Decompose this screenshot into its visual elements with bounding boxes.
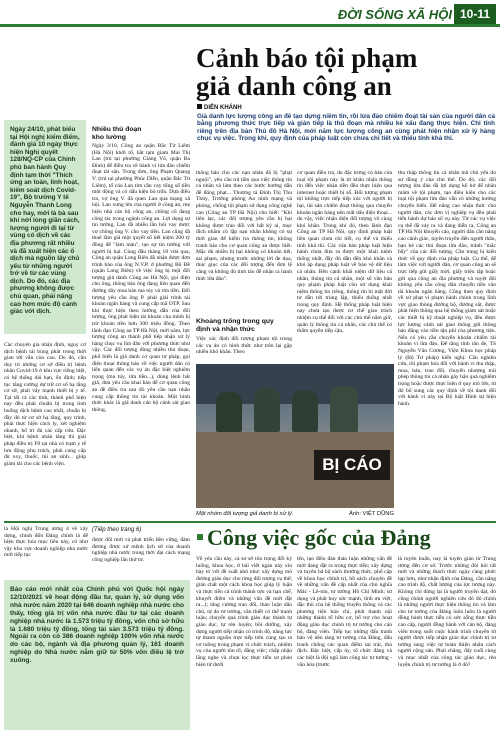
photo-credit: Ảnh: VIỆT DŨNG <box>349 511 394 517</box>
article2-col-3: Về yêu cầu này, cả sơ sở tôn trọng đối kỳ luống, khoa học, ở bài viết ngàn này xin bày tỏ với đề xuất nhỏ như: xây dựng mô đường giáo dục cho từng đối tượng cụ thể; giản chất một cách khoa học giúp lý luận và thực tiễn cả trình thành tựu và hạn chế, khuyết điểm và những vấn đề mới đặt ra...); tăng cường trao đổi, thảo luận dân chủ, tự do tư tưởng, cân thiết có thể tranh luận; chuyển quá trình giáo dục thành tự giáo dục, tự rèn luyện; bồi dưỡng, xây dựng người tiếp nhận có trình độ, năng lực tự thanh nguồn trực tiếp trên cùng tạo ra cơ tuồng trong phạm vi chức trách, nhiệm vụ của người tôn tổ; đẳng việc; chấp nhận lắng nghe và chọn lọc thực tiễn sư phản biện từ dưới <box>196 556 292 668</box>
sidebar-highlight-text: Ngày 24/10, phát biểu tại Hội nghị kiểm điểm, đánh giá 10 ngày thực hiện Nghị quyết 128/NQ-CP của Chính phủ ban hành Quy định tạm thời "Thích ứng an toàn, linh hoạt, kiểm soát dịch Covid-19", Bộ trưởng Y tế Nguyễn Thanh Long cho hay, mới là bà sau khi nới lỏng giãn cách, lượng người đi lại từ vùng có dịch về các địa phương rất nhiều và đã xuất hiện các ổ dịch mà nguồn lây chủ yếu từ những người trở về từ các vùng dịch. Do đó, các địa phương không được chủ quan, phải nâng cao hơn mức độ cảnh giác với dịch. <box>10 126 80 316</box>
subhead-1-line-1: Nhiều thủ đoạn <box>92 126 142 133</box>
article-col-1: Ngày 3/10, Công an quận Bắc Từ Liêm (Hà Nội) khởi tố, bắt tạm giam Mai Thị Lan (trú tại phường Giảng Võ, quận Ba Đình) để điều tra về hành vi lừa đảo chiếm đoạt tài sản. Trong đơn, ông Phạm Quang V. (trú tại phường Phúc Diễn, quận Bắc Từ Liêm), tố cáo Lan tìm cần vay tổng số tiền một động và có dấu hiệu bỏ trốn. Dựa điều tra, vợ ông V. đã quen Lan qua mạng xã hội. Lan xưng tên của người ở công an, mẹ hiệu nhà cán bộ công an, chồng cũ đang công tác trong ngành công an. Lợi dụng sự tin tưởng, Lan đã nhiều lần hỏi vay dược vợ chồng ông V. cho vay tiền. Lan cũng đã thuê lầm giả một quyết số tiết kiệm 200 tỷ đồng để "làm màu", tạo sự tin tưởng với người bị hại. Cùng đầu tháng 10 vừa qua, Công an quận Long Biên đã nhận được đơn trình báo của ông N.V.P. ở phường Bồ Đề (quận Long Biên) về việc ông bị một đối tượng giả danh Công an Hà Nội, gọi điện cho ông, thông báo ông đang liên quan đến đường dây mua bán ma túy và rửa tiền. Đối tượng yêu cầu ông P. phải giải trình tài khoản ngân hàng và cung cấp mã OTP. Sau khi thực hiện theo hướng dẫn của đối tượng, ông phát hiện tài khoản của mình bị trừ khoản tiền hơn 300 triệu đồng. Theo lãnh đạo Công an TP Hà Nội, mới năm, lực lượng công an thành phố tiếp nhận xử lý hàng chục vụ lừa đảo với phương thức như vậy. Các đối tượng dùng nhiều thủ đoạn, phổ biến là giả danh cơ quan tư pháp, gọi điện thoại thông báo về việc người dân có liên quan đến các vụ án đặc biệt nghiêm trọng (ma túy, rửa tiền...), dùng lệnh bắt giả, đưa yêu cầu khai báo để cơ quan công an đề điều tra sau đó yêu cầu nạn nhân cung cấp thông tin tài khoản. Một hình thức khác là giả danh cán bộ cảnh sát giao thông, <box>92 143 190 413</box>
photo-figure-1 <box>216 392 242 432</box>
byline <box>197 104 242 111</box>
photo-figure-4 <box>330 386 358 432</box>
subhead-2-line-1: Khoảng trống trong quy <box>196 318 274 325</box>
article2-col-2: được đổi mới và phát triển bền vững, đảm đương được sứ mệnh lịch sử của doanh nghiệp nhà nước trong thời đại cách mạng công nghiệp lần thứ tư. <box>92 537 190 563</box>
page-number: 10-11 <box>454 4 496 24</box>
article2-title <box>197 526 497 550</box>
section-rule <box>0 24 500 27</box>
article-col-3: cơ quan điều tra, do đặc trưng có bản của loại tội phạm này là từ khâu nhận thông tin đến việc nhận tiền đều thực hiện qua internet hoặc thiết bị số. Đối tượng phạm tội không trực tiếp tiếp xúc với người bị hại, tài sản chiếm đoạt thông qua chuyển khoản ngân hàng nên mất dấu điện thoại... do vậy, việc nhận diện đối tượng vô cùng khó khăn. Trong khi đó, theo lãnh đạo Công an TP Hà Nội, quy định pháp luật liên quan chưa chi tiết, cụ thể và thiếu tính khả thi. Các văn bản pháp luật hiện hành chưa đưa ra được một khái niệm thống nhất, đầy đủ dẫn đến khó khăn và khó áp dụng pháp luật về bảo vệ dữ liệu cá nhân. Bên cạnh khái niệm dữ liệu cá nhân, thông tin cá nhân, một số văn bản quy phạm pháp luật còn sử dụng khái niệm thông tin riêng, thông tin bí mật đời tư dẫn tới trùng lặp, thiếu thống nhất trong quy định. Hệ thống pháp luật hiện nay chưa tạo được cơ chế giao trách nhiệm cụ thể đối với các chủ thể nắm giữ, quản lý thông tin cá nhân, các chủ thể có thẩm quyền tiếp cận, <box>297 170 392 335</box>
photo-caption: Một nhóm đối tượng giả danh bị xử lý. <box>196 511 294 517</box>
article-divider <box>4 521 496 523</box>
section-header <box>0 0 500 42</box>
article-title-line-1: Cảnh báo tội phạm <box>196 43 418 73</box>
sidebar-body: Các chuyên gia nhận định, nguy cơ dịch bệnh tái bùng phát trong thời gian tới vẫn còn cao. Do đó, cần duy trì những cơ sở điều trị bệnh nhân Covid-19 ở khu vực riêng biệt, có hệ thống dài hạn, ổn định; tiếp tục tăng cường dự trữ cơ số hạ tầng cơ sở, phải vây mạnh thiết bị y tế. Tại tất cả các tỉnh, thành phố hiện nay đều phải chuẩn bị trong tình huống dịch bệnh cao nhất, chuẩn bị đầy đủ từ cơ sở hạ tầng, quy trình, phải thực hiện cách ly, xét nghiệm nhanh, bố trí đủ các cấp cứu. Đặc biệt, khi bệnh nhân tăng thì giải pháp điều trị F0 tại nhà có trạm y tế lưu động phụ trách, phải cung cấp đủ oxy, thuốc, túi an sinh... giúp giảm tải cho các bệnh viện. <box>4 342 86 467</box>
subhead-2-line-2: định và nhận thức <box>196 325 255 333</box>
article-col-4: thu thập thông tin cá nhân mà chủ yếu do sự đồng ý của chủ thể. Do đó, các đối tượng lừa đảo đã lợi dụng kẽ hở để nhân mâm về tội phạm, tạo điều kiện cho các loại tội phạm lừa đảo vẫn có những hướng chuyển biến. Để nâng cao nhận thức cho người dân, các đơn vị nghiệp vụ đều phải tiến hành dự báo số vụ này. Từ các vụ việc cụ thể đã xảy ra và đang diễn ra, Công an TP Hà Nội khuyến cáo, người dân cần nâng cao cảnh giác, tuyên truyền đến người thân, bạn bè các thủ đoạn lừa đảo, tránh "mắc bẫy" của các đối tượng. Cần trang bị kiến thức về quy định của pháp luật. Cụ thể, để làm việc với người dân, cơ quan công an sẽ trực tiếp gửi giấy mời, giấy triệu tập hoặc gửi qua công an địa phương và tuyệt đối không yêu cầu công dân chuyển tiền vào tài khoản ngân hàng. Cũng theo quy định về xử phạt vi phạm hành chính trong lĩnh vực giao thông đường bộ, đường sắt, được phát hiện thông qua hệ thống giám sát hoặc các thiết bị kỹ thuật nghiệp vụ, đều được lực lượng cảnh sát giao thông gửi thông báo đăng vào tiền tận phí của phương tiện. Nếu có yêu cầu chuyển khoản chiếm tài khoản vi lừa đảo. Để tăng tính răn đe, TS Nguyễn Văn Cương, Viện Khoa học pháp lý (Bộ Tư pháp) kiến nghị: Cần nghiên cứu, tôi phạm hóa đối với hành vi thu thập, mua, bán, trao đổi, chuyển nhượng trái phép thông tin cá nhân gây hậu quả nghiêm trọng hoặc được thực hiện ở quy mô lớn, từ đó bổ sung các quy định về tội danh đối với hành vi này tại Bộ luật Hình sự hiện hành. <box>398 170 496 407</box>
article2-title-text: Công việc gốc của Đảng <box>207 525 431 550</box>
article-col-2: thông báo cho các nạn nhân đã bị "phạt nguội", yêu cầu trả tiền qua việc thông tin cá nhân và làm theo các bước hướng dẫn để đóng phạt... Thượng tá Đinh Thị Thu Thủy, Trưởng phòng An ninh mạng và phòng, chống tội phạm sử dụng công nghệ cao (Công an TP Hà Nội) cho biết: "Khi liên lạc, các đối tượng yêu cầu bị hại không được trao đổi với bất kỳ ai, mục đích nhằm cô lập nạn nhân không có sự thời gian để kiểm tra thông tin, không tranh báo cho cơ quan công an được biết. Mặc dù nhiều bị hại không có khoản tiết, sai phạm, nhưng trước những lời đe dọa, thúc giục của các đối tượng đến đơn lệ căng và không đủ tỉnh táo để nhận ra hành thức lừa đảo". <box>196 170 292 282</box>
photo-figure-2 <box>254 388 280 432</box>
section-label: ĐỜI SỐNG XÃ HỘI <box>337 7 452 22</box>
subhead-1 <box>92 126 190 141</box>
title-square-icon <box>197 534 203 540</box>
subhead-2 <box>196 318 292 333</box>
subhead-1-line-2: kho lường <box>92 133 126 141</box>
article-title-line-2: giả danh công an <box>196 71 392 101</box>
article-photo <box>196 364 394 508</box>
bottom-highlight-text: Báo cáo mới nhất của Chính phủ với Quốc hội ngày 12/10/2021 về hoạt động đầu tư, quản lý, sử dụng vốn nhà nước năm 2020 tại 646 doanh nghiệp nhà nước cho thấy, tổng giá trị vốn nhà nước đầu tư tại các doanh nghiệp nhà nước là 1.573 triệu tỷ đồng, vốn chủ sở hữu là 1.680 triệu tỷ đồng, tổng tài sản 3.573 triệu tỷ đồng. Ngoài ra còn có 386 doanh nghiệp 100% vốn nhà nước do các bộ, ngành và địa phương quản lý, 161 doanh nghiệp do Nhà nước nắm giữ từ 50% vốn điều lệ trở xuống. <box>10 586 184 665</box>
article2-col-4: lên, tạo điều đàn thảo luận những vấn đề mới đang đặt ra trong thực tiễn; xây dựng và tuyên bá bộ sách thường thức, phổ cập về khoa học chính trị, bồ sách chuyên đề về những vấn đề cấp nhất của chủ nghĩa Mác - Lê-nin, tư tưởng Hồ Chí Minh; sử dụng và phát huy sức mạnh, tính ưu việt, đặc thù của hệ thống truyền thông và các phương tiện báo chí, phát thanh nội những thành tố hữu cơ, bổ trợ cho hoạt động giáo dục chính trị tư tưởng cho cán bộ, đảng viên. Tiếp tục những đấu tranh bảo vệ nền tảng tư tưởng của Đảng, đấu tranh chống các quan điểm sai trái, thù địch. Đặc biệt, cấp ủy, tổ chức đảng và các biệt là đội ngũ làm công tác tư tưởng - văn hóa (trước <box>297 556 392 668</box>
article-lead: Giả danh lực lượng công an để tạo dựng niềm tin, rồi lừa đảo chiếm đoạt tài sản của người dân cả bằng phương thức trực tiếp và gián tiếp là thủ đoạn mà nhiều kẻ xấu đang thực hiện. Chỉ tính riêng trên địa bàn Thủ đô Hà Nội, mới năm lực lượng công an cùng phát hiện nhận xử lý hàng chục vụ việc. Trong khi, quy định của pháp luật còn chưa chi tiết và thiếu tính khả thi. <box>197 113 495 142</box>
continued-note: (Tiếp theo trang 6) <box>92 527 142 533</box>
byline-author: DIỄN KHÁNH <box>204 105 242 111</box>
sidebar-highlight-box <box>4 120 86 334</box>
photo-caption-row <box>196 511 394 517</box>
article-title <box>196 44 496 100</box>
bottom-highlight-box <box>4 580 190 730</box>
article2-col-5: là tuyên huấn, nay là tuyên giáo từ Trung ương đến cơ sở. Trước những đòi hỏi rất mới và những thách thức ngày càng phức tạp hơn, như nhận định của Đảng, cần nâng cao trình độ, chất lượng của lực lượng này. Không chỉ dừng lại là người truyền đạt, đó cũng chính người nghiên cứu đó đó chính là những người thực hiện thông tin và làm cho tư tưởng của Đảng luôn luôn là người đồng hành thực tiễn có sức sống thực tiễn cao cấp, người đồng hành với cán bộ, đảng viên trong suốt cuộc hành trình chuyển từ người được tiếp nhận giáo dục chính trị tư tưởng sang việc tự hoàn thiện nhân cách người cộng sản. Phải chăng, đây cuối cùng và mục nhất của công tác giáo dục, rèn luyện chính trị tư tưởng là ở đó? <box>398 556 496 668</box>
photo-figure-3 <box>292 390 318 432</box>
photo-sign: BỊ CÁO <box>314 450 390 480</box>
byline-square-icon <box>197 104 202 109</box>
article2-col-1: là Hội nghị Trung ương 4 về xây dựng, chỉnh đốn Đảng chính là để hiện thực hóa mục tiêu này, có như vậy khu vực doanh nghiệp nhà nước mới tiếp tục <box>4 526 88 559</box>
article-col-2b: Việc xác định đối tượng phạm tội trong các vụ án có hình thức như trên lại gặp nhiều khó khăn. Theo <box>196 336 292 356</box>
